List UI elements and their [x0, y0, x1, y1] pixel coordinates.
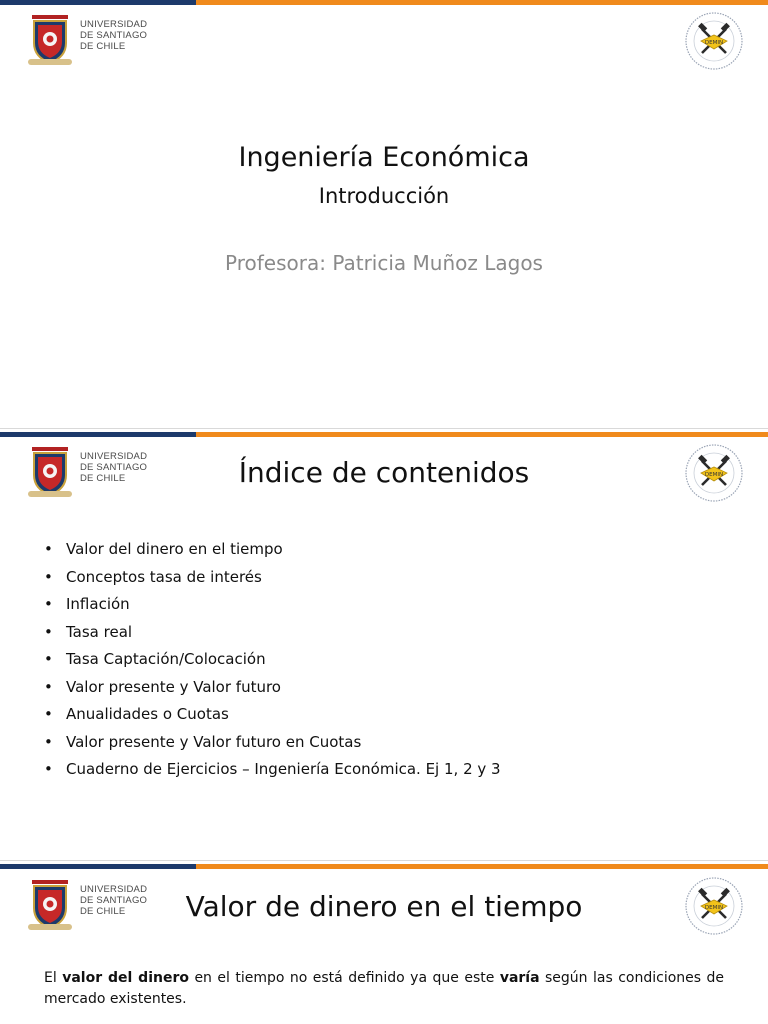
list-item: • Cuaderno de Ejercicios – Ingeniería Económica. Ej 1, 2 y 3	[44, 760, 501, 778]
list-item: • Anualidades o Cuotas	[44, 705, 229, 723]
list-item-text: Tasa real	[66, 622, 133, 641]
logo-line-2: DE SANTIAGO	[80, 30, 148, 41]
usach-shield-icon	[28, 13, 72, 67]
list-item-text: Valor del dinero en el tiempo	[66, 540, 283, 558]
logo-line-2: DE SANTIAGO	[80, 895, 148, 906]
logo-line-1: UNIVERSIDAD	[80, 884, 148, 895]
professor-name: Profesora: Patricia Muñoz Lagos	[225, 251, 543, 275]
list-item-text: Valor presente y Valor futuro en Cuotas	[66, 732, 362, 751]
list-item: • Inflación	[44, 595, 130, 613]
slide-top-bar	[0, 432, 768, 437]
logo-line-3: DE CHILE	[80, 906, 126, 917]
slide-top-bar	[0, 864, 768, 869]
list-item: • Valor presente y Valor futuro	[44, 677, 281, 696]
seal-label: DEMIN	[704, 40, 724, 46]
list-item: • Valor del dinero en el tiempo	[44, 540, 283, 558]
slide-title	[0, 0, 768, 428]
list-item: • Tasa Captación/Colocación	[44, 650, 266, 668]
logo-line-1: UNIVERSIDAD	[80, 19, 148, 30]
logo-line-2: DE SANTIAGO	[80, 462, 148, 473]
list-item: • Tasa real	[44, 622, 133, 641]
list-item: • Valor presente y Valor futuro en Cuotas	[44, 732, 362, 751]
slide-title-heading: Ingeniería Económica	[238, 142, 530, 173]
list-item: • Conceptos tasa de interés	[44, 567, 262, 586]
list-item-text: Valor presente y Valor futuro	[66, 677, 281, 696]
slide-divider	[0, 860, 768, 861]
index-list	[44, 536, 501, 784]
logo-line-3: DE CHILE	[80, 473, 126, 484]
slide-index	[0, 432, 768, 860]
list-item-text: Inflación	[66, 595, 130, 613]
seal-label: DEMIN	[704, 905, 724, 911]
slide-divider	[0, 428, 768, 429]
seal-label: DEMIN	[704, 472, 724, 478]
time-value-paragraph: El valor del dinero en el tiempo no está definido ya que este varía según las condiciones de mercado existentes.	[44, 970, 725, 1007]
slide-top-bar	[0, 0, 768, 5]
list-item-text: Cuaderno de Ejercicios – Ingeniería Económica. Ej 1, 2 y 3	[66, 760, 501, 778]
list-item-text: Conceptos tasa de interés	[66, 567, 262, 586]
logo-line-3: DE CHILE	[80, 41, 126, 52]
list-item-text: Anualidades o Cuotas	[66, 705, 229, 723]
list-item-text: Tasa Captación/Colocación	[66, 650, 266, 668]
logo-line-1: UNIVERSIDAD	[80, 451, 148, 462]
emphasis-varia: varía	[499, 970, 540, 986]
slide-subtitle: Introducción	[318, 184, 450, 208]
emphasis-valor-dinero: valor del dinero	[62, 970, 189, 986]
slide-time-value	[0, 864, 768, 1024]
demin-seal-icon	[684, 11, 744, 71]
index-heading: Índice de contenidos	[238, 456, 530, 489]
usach-logo	[28, 13, 148, 67]
time-value-heading: Valor de dinero en el tiempo	[185, 890, 583, 923]
